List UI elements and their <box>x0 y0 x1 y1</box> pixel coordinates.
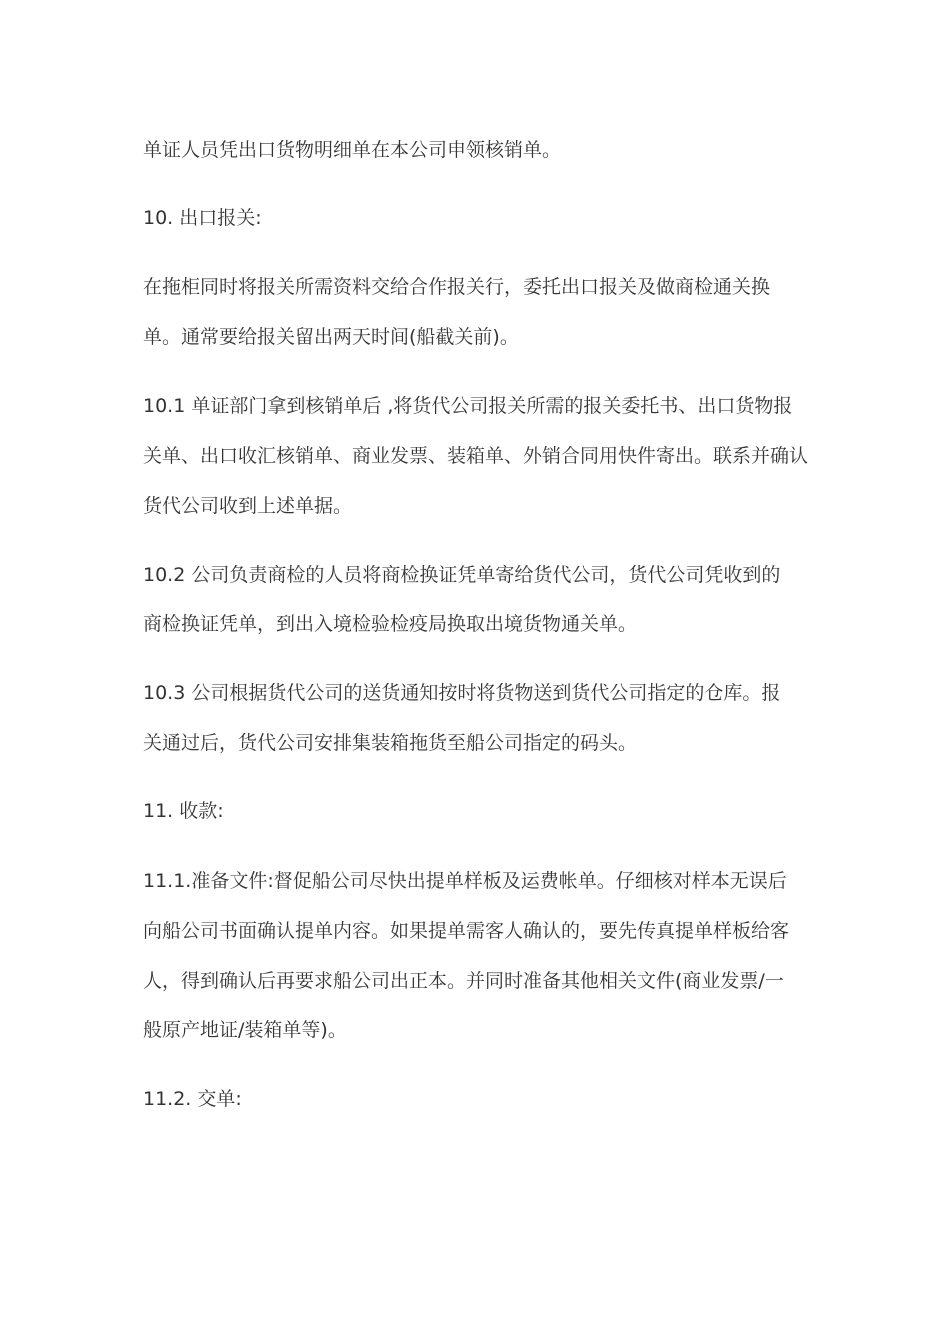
paragraph-line: 货代公司收到上述单据。 <box>143 495 353 517</box>
paragraph-line: 向船公司书面确认提单内容。如果提单需客人确认的，要先传真提单样板给客 <box>143 920 790 942</box>
paragraph-line: 在拖柜同时将报关所需资料交给合作报关行，委托出口报关及做商检通关换 <box>143 276 771 298</box>
paragraph-line: 单证人员凭出口货物明细单在本公司申领核销单。 <box>143 139 562 161</box>
paragraph-line: 10.2 公司负责商检的人员将商检换证凭单寄给货代公司，货代公司凭收到的 <box>143 564 781 586</box>
paragraph-line: 关单、出口收汇核销单、商业发票、装箱单、外销合同用快件寄出。联系并确认 <box>143 445 809 467</box>
section-heading-10: 10. 出口报关: <box>143 207 262 229</box>
paragraph-line: 人，得到确认后再要求船公司出正本。并同时准备其他相关文件(商业发票/一 <box>143 970 784 992</box>
paragraph-line: 关通过后，货代公司安排集装箱拖货至船公司指定的码头。 <box>143 732 638 754</box>
paragraph-line: 10.3 公司根据货代公司的送货通知按时将货物送到货代公司指定的仓库。报 <box>143 682 781 704</box>
paragraph-line: 单。通常要给报关留出两天时间(船截关前)。 <box>143 326 519 348</box>
section-heading-11-2: 11.2. 交单: <box>143 1088 242 1110</box>
section-heading-11: 11. 收款: <box>143 800 224 822</box>
paragraph-line: 般原产地证/装箱单等)。 <box>143 1019 347 1041</box>
paragraph-line: 10.1 单证部门拿到核销单后 ,将货代公司报关所需的报关委托书、出口货物报 <box>143 395 793 417</box>
paragraph-line: 11.1.准备文件:督促船公司尽快出提单样板及运费帐单。仔细核对样本无误后 <box>143 870 787 892</box>
paragraph-line: 商检换证凭单，到出入境检验检疫局换取出境货物通关单。 <box>143 613 638 635</box>
